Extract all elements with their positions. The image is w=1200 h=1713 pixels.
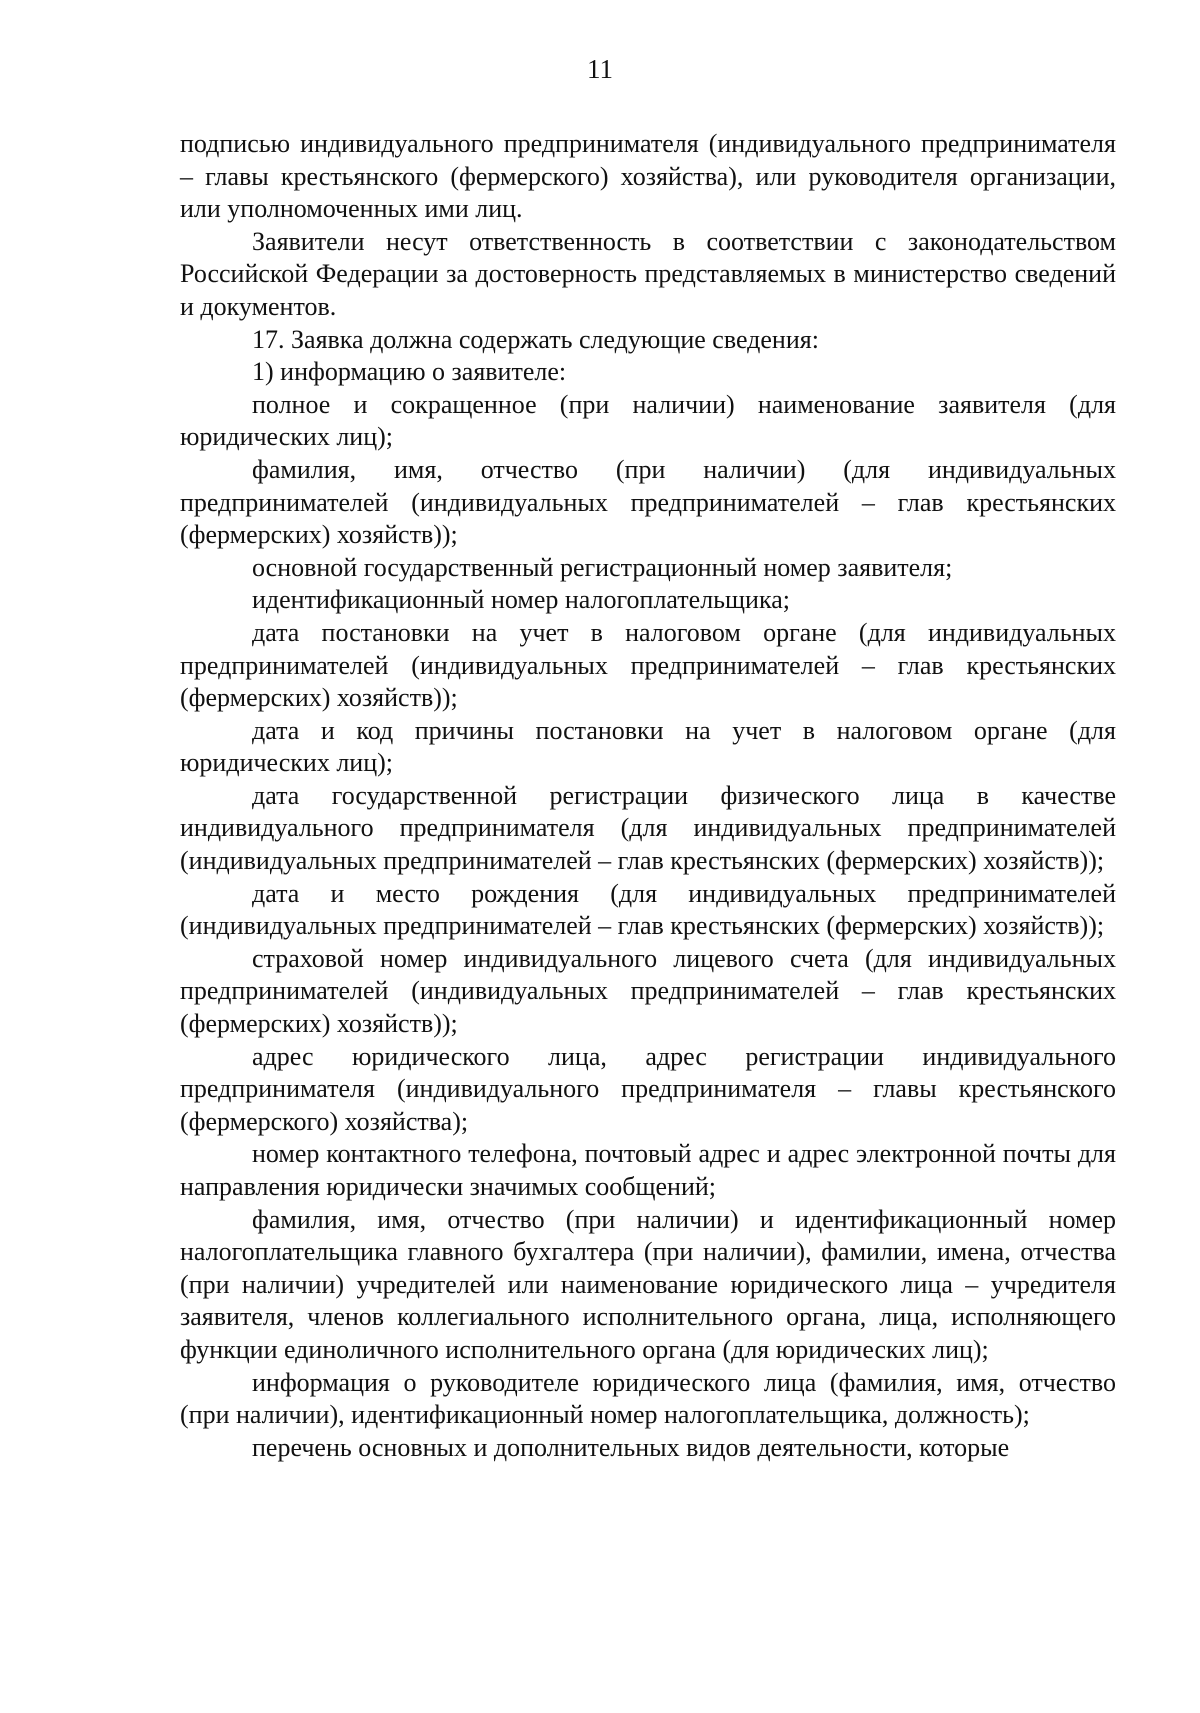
paragraph-kpp: дата и код причины постановки на учет в налоговом органе (для юридических лиц);	[180, 715, 1116, 778]
paragraph-snils: страховой номер индивидуального лицевого счета (для индивидуальных предпринимателей (индивидуальных предпринимателей – глав крестьянских (фермерских) хозяйств));	[180, 943, 1116, 1039]
paragraph-item-17: 17. Заявка должна содержать следующие сведения:	[252, 324, 819, 354]
document-body	[180, 128, 1116, 1464]
paragraph-fio: фамилия, имя, отчество (при наличии) (для индивидуальных предпринимателей (индивидуальных предпринимателей – глав крестьянских (фермерских) хозяйств));	[180, 454, 1116, 550]
paragraph-full-name: полное и сокращенное (при наличии) наименование заявителя (для юридических лиц);	[180, 389, 1116, 452]
paragraph-applicant-responsibility: Заявители несут ответственность в соответствии с законодательством Российской Федерации за достоверность представляемых в министерство сведений и документов.	[180, 226, 1116, 321]
paragraph-address: адрес юридического лица, адрес регистрации индивидуального предпринимателя (индивидуального предпринимателя – главы крестьянского (фермерского) хозяйства);	[180, 1041, 1116, 1136]
paragraph-ogrn: основной государственный регистрационный номер заявителя;	[252, 552, 953, 582]
paragraph-continuation: подписью индивидуального предпринимателя (индивидуального предпринимателя – главы крестьянского (фермерского) хозяйства), или руководителя организации, или уполномоченных ими лиц.	[180, 129, 1116, 224]
paragraph-subitem-1: 1) информацию о заявителе:	[252, 357, 567, 387]
paragraph-activities: перечень основных и дополнительных видов деятельности, которые	[252, 1432, 1010, 1462]
paragraph-ip-registration-date: дата государственной регистрации физического лица в качестве индивидуального предпринимателя (для индивидуальных предпринимателей (индивидуальных предпринимателей – глав крестьянских (фермерских) хозяйств));	[180, 780, 1116, 876]
paragraph-birth-date-place: дата и место рождения (для индивидуальных предпринимателей (индивидуальных предпринимателей – глав крестьянских (фермерских) хозяйств));	[180, 878, 1116, 941]
paragraph-manager-info: информация о руководителе юридического лица (фамилия, имя, отчество (при наличии), идентификационный номер налогоплательщика, должность);	[180, 1367, 1116, 1430]
paragraph-inn: идентификационный номер налогоплательщика;	[252, 585, 790, 615]
paragraph-tax-registration-date: дата постановки на учет в налоговом органе (для индивидуальных предпринимателей (индивидуальных предпринимателей – глав крестьянских (фермерских) хозяйств));	[180, 617, 1116, 713]
paragraph-accountant-founders: фамилия, имя, отчество (при наличии) и идентификационный номер налогоплательщика главного бухгалтера (при наличии), фамилии, имена, отчества (при наличии) учредителей или наименование юридического лица – учредителя заявителя, членов коллегиального исполнительного органа, лица, исполняющего функции единоличного исполнительного органа (для юридических лиц);	[180, 1204, 1116, 1364]
paragraph-contacts: номер контактного телефона, почтовый адрес и адрес электронной почты для направления юридически значимых сообщений;	[180, 1139, 1116, 1201]
page-number: 11	[587, 54, 613, 84]
